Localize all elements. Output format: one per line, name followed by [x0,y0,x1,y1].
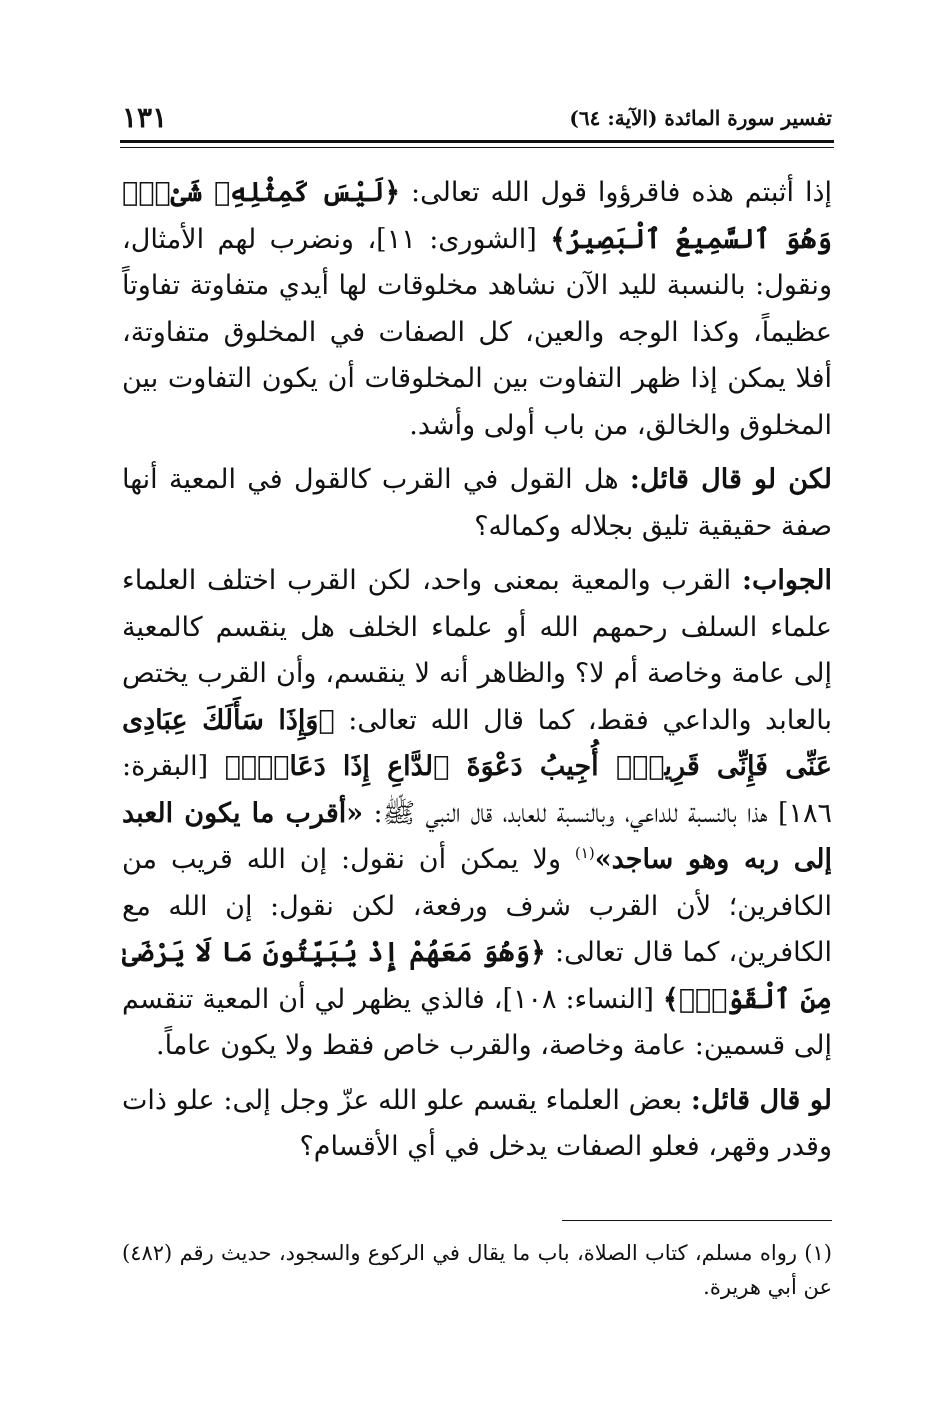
paragraph-2 [122,457,832,550]
footnote-reference[interactable]: (١) [574,844,595,862]
paragraph-text: هل القول في القرب كالقول في المعية أنها صفة حقيقية تليق بجلاله وكماله؟ [122,464,832,542]
question-lead: لو قال قائل: [690,1084,832,1116]
paragraph-text: القرب والمعية بمعنى واحد، لكن القرب اختلف العلماء علماء السلف رحمهم الله أو علماء الخلف هل ينقسم كالمعية إلى عامة وخاصة أم لا؟ والظاهر أنه لا ينقسم، وأن القرب يختص بالعابد والداعي فقط، كما قال الله تعالى: [122,565,833,736]
quran-verse: ﴿وَهُوَ مَعَهُمْ إِذْ يُبَيِّتُونَ مَا لَا يَرْضَىٰ مِنَ ٱلْقَوْلِۚ﴾ [122,937,833,1015]
hadith-quote: «أقرب ما يكون العبد إلى ربه وهو ساجد» [122,797,833,875]
header-rule-thin [120,147,834,148]
main-text [122,170,832,1179]
question-lead: لكن لو قال قائل: [629,464,832,495]
paragraph-text: إذا أثبتم هذه فاقرؤوا قول الله تعالى: [400,177,832,208]
paragraph-1 [122,170,832,449]
paragraph-3 [122,558,832,1070]
quran-verse: ﴿وَإِذَا سَأَلَكَ عِبَادِى عَنِّى فَإِنِّى قَرِيبٌۖ أُجِيبُ دَعْوَةَ ٱلدَّاعِ إِذَا دَعَانِۖ﴾ [122,704,832,782]
footnote [122,1236,832,1304]
paragraph-4 [122,1078,832,1171]
footnote-text: (١) رواه مسلم، كتاب الصلاة، باب ما يقال في الركوع والسجود، حديث رقم (٤٨٢) عن أبي هريرة. [122,1241,832,1299]
page-header [122,98,832,138]
footnote-separator [562,1220,832,1221]
paragraph-text: [الشورى: ١١]، ونضرب لهم الأمثال، ونقول: بالنسبة لليد الآن نشاهد مخلوقات لها أيدي متفاوتة تفاوتاً عظيماً، وكذا الوجه والعين، كل الصفات في المخلوق متفاوتة، أفلا يمكن إذا ظهر التفاوت بين المخلوقات أن يكون التفاوت بين المخلوق والخالق، من باب أولى وأشد. [122,223,832,441]
paragraph-text: [النساء: ١٠٨]، فالذي يظهر لي أن المعية تنقسم إلى قسمين: عامة وخاصة، والقرب خاص فقط ولا يكون عاماً. [122,983,832,1061]
page-number: ١٣١ [122,101,168,134]
paragraph-text: ولا يمكن أن نقول: إن الله قريب من الكافرين؛ لأن القرب شرف ورفعة، لكن نقول: إن الله مع الكافرين، كما قال تعالى: [122,844,832,968]
quran-verse: ﴿لَيْسَ كَمِثْلِهِۦ شَىْءٌۖ وَهُوَ ٱلسَّمِيعُ ٱلْبَصِيرُ﴾ [122,177,832,255]
running-title: تفسير سورة المائدة (الآية: ٦٤) [569,106,832,130]
paragraph-text: بعض العلماء يقسم علو الله عزّ وجل إلى: علو ذات وقدر وقهر، فعلو الصفات يدخل في أي الأقسام؟ [122,1084,832,1162]
answer-lead: الجواب: [742,565,832,596]
header-rule-thick [120,140,834,143]
paragraph-text: [البقرة: ١٨٦] هذا بالنسبة للداعي، وبالنسبة للعابد، قال النبي ﷺ: [122,751,832,829]
